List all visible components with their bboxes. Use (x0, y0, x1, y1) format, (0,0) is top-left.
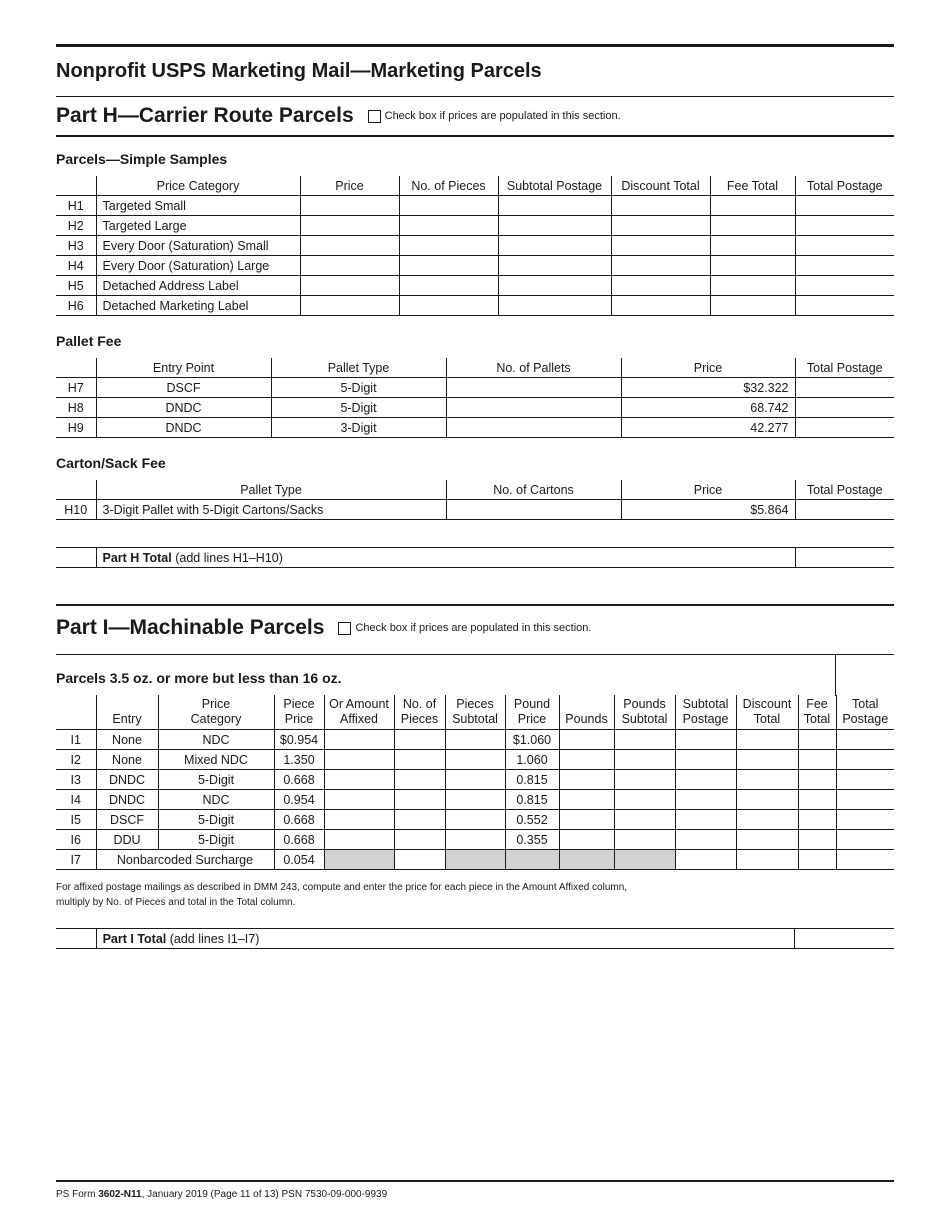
table-row (56, 810, 894, 830)
pallet-fee-title: Pallet Fee (56, 333, 122, 349)
discount-cell[interactable] (736, 850, 798, 870)
part-i-checkbox-label: Check box if prices are populated in this section. (355, 622, 592, 634)
subtotal-cell[interactable] (498, 236, 611, 256)
price-cell[interactable] (300, 256, 399, 276)
piece-price: $0.954 (274, 730, 324, 750)
total-cell[interactable] (795, 196, 894, 216)
pound-price: 0.552 (505, 810, 559, 830)
header-total-postage: Total Postage (795, 358, 894, 378)
total-cell[interactable] (795, 398, 894, 418)
total-cell[interactable] (836, 830, 894, 850)
part-i-total-label (96, 929, 795, 949)
footer-prefix: PS Form (56, 1189, 99, 1200)
line-number: H8 (56, 398, 96, 418)
total-label-bold: Part I Total (102, 931, 167, 946)
line-number: I6 (56, 830, 96, 850)
pallets-cell[interactable] (446, 418, 621, 438)
pound-price: $1.060 (505, 730, 559, 750)
line-number: I1 (56, 730, 96, 750)
header-pallet-type: Pallet Type (96, 480, 446, 500)
price-cell[interactable] (300, 216, 399, 236)
note-line: For affixed postage mailings as described in DMM 243, compute and enter the price for each piece in the Amount Affixed column, (56, 882, 628, 893)
fee-cell[interactable] (710, 296, 795, 316)
price-cell[interactable] (300, 236, 399, 256)
amount-affixed-cell[interactable] (324, 730, 394, 750)
discount-cell[interactable] (611, 196, 710, 216)
header-no-pallets: No. of Pallets (446, 358, 621, 378)
part-h-header (56, 104, 621, 128)
price-value: 42.277 (621, 418, 795, 438)
header-text: Price (201, 697, 231, 711)
header-text: Postage (842, 712, 889, 726)
pieces-cell[interactable] (399, 216, 498, 236)
subtotal-postage-cell[interactable] (675, 750, 736, 770)
header-text: Pieces (456, 697, 494, 711)
pounds-cell[interactable] (559, 830, 614, 850)
pallet-type: 5-Digit (271, 398, 446, 418)
entry: DNDC (96, 770, 158, 790)
entry-point: DNDC (96, 398, 271, 418)
discount-cell[interactable] (736, 830, 798, 850)
bottom-rule (56, 1180, 894, 1182)
header-text: Or Amount (329, 697, 389, 711)
price-category: Every Door (Saturation) Large (96, 256, 300, 276)
table-row (56, 418, 894, 438)
subtotal-postage-cell[interactable] (675, 810, 736, 830)
pounds-subtotal-cell[interactable] (614, 770, 675, 790)
header-amount-affixed (324, 695, 394, 730)
entry-point: DSCF (96, 378, 271, 398)
price-category: Detached Marketing Label (96, 296, 300, 316)
header-pounds-subtotal (614, 695, 675, 730)
machinable-parcels-table (56, 695, 894, 870)
pieces-cell[interactable] (399, 296, 498, 316)
subtotal-postage-cell[interactable] (675, 790, 736, 810)
header-no-pieces (394, 695, 445, 730)
discount-cell[interactable] (611, 236, 710, 256)
entry: None (96, 730, 158, 750)
discount-cell[interactable] (611, 216, 710, 236)
amount-affixed-cell[interactable] (324, 810, 394, 830)
total-cell[interactable] (795, 216, 894, 236)
column-divider (835, 654, 836, 696)
price-category: 5-Digit (158, 770, 274, 790)
top-rule (56, 44, 894, 47)
header-price: Price (621, 480, 795, 500)
discount-cell[interactable] (611, 296, 710, 316)
pound-price: 0.815 (505, 770, 559, 790)
discount-cell[interactable] (736, 750, 798, 770)
part-h-checkbox-label: Check box if prices are populated in this section. (384, 110, 621, 122)
line-number: I4 (56, 790, 96, 810)
shaded-cell (559, 850, 614, 870)
entry: DSCF (96, 810, 158, 830)
header-blank (56, 695, 96, 730)
carton-fee-table (56, 480, 894, 520)
header-text: Affixed (340, 712, 378, 726)
pieces-cell[interactable] (399, 196, 498, 216)
pieces-cell[interactable] (399, 276, 498, 296)
subtotal-cell[interactable] (498, 216, 611, 236)
pallet-type: 5-Digit (271, 378, 446, 398)
line-number: H5 (56, 276, 96, 296)
pieces-cell[interactable] (399, 236, 498, 256)
table-row (56, 398, 894, 418)
part-h-total-label (96, 548, 795, 568)
total-cell[interactable] (795, 296, 894, 316)
total-cell[interactable] (795, 256, 894, 276)
total-label-bold: Part H Total (102, 550, 172, 565)
pieces-subtotal-cell[interactable] (445, 750, 505, 770)
table-row (56, 790, 894, 810)
part-h-checkbox[interactable] (368, 110, 381, 123)
discount-cell[interactable] (736, 790, 798, 810)
part-i-total-cell[interactable] (795, 929, 894, 949)
pound-price: 1.060 (505, 750, 559, 770)
total-cell[interactable] (836, 790, 894, 810)
subtotal-postage-cell[interactable] (675, 730, 736, 750)
fee-cell[interactable] (798, 750, 836, 770)
table-row (56, 500, 894, 520)
amount-affixed-cell[interactable] (324, 770, 394, 790)
price-category: 5-Digit (158, 830, 274, 850)
header-text: Pound (513, 697, 551, 711)
piece-price: 0.668 (274, 830, 324, 850)
fee-cell[interactable] (710, 276, 795, 296)
header-subtotal-postage: Subtotal Postage (498, 176, 611, 196)
divider (56, 96, 894, 97)
pieces-cell[interactable] (394, 830, 445, 850)
cartons-cell[interactable] (446, 500, 621, 520)
line-number: H9 (56, 418, 96, 438)
total-cell[interactable] (795, 378, 894, 398)
pounds-subtotal-cell[interactable] (614, 790, 675, 810)
fee-cell[interactable] (798, 770, 836, 790)
shaded-cell (614, 850, 675, 870)
price-category: Every Door (Saturation) Small (96, 236, 300, 256)
line-number: H6 (56, 296, 96, 316)
header-total-postage (836, 695, 894, 730)
total-cell[interactable] (836, 810, 894, 830)
header-fee-total (798, 695, 836, 730)
shaded-cell (445, 850, 505, 870)
total-cell[interactable] (836, 770, 894, 790)
subtotal-cell[interactable] (498, 256, 611, 276)
price-category: Targeted Large (96, 216, 300, 236)
header-blank (56, 480, 96, 500)
piece-price: 0.954 (274, 790, 324, 810)
pallets-cell[interactable] (446, 378, 621, 398)
fee-cell[interactable] (798, 850, 836, 870)
price-category: Targeted Small (96, 196, 300, 216)
simple-samples-title: Parcels—Simple Samples (56, 151, 228, 167)
table-row (56, 236, 894, 256)
discount-cell[interactable] (611, 276, 710, 296)
fee-cell[interactable] (710, 216, 795, 236)
total-cell[interactable] (795, 276, 894, 296)
header-text: Fee (806, 697, 828, 711)
line-number: I3 (56, 770, 96, 790)
header-text: Subtotal (621, 712, 668, 726)
form-footer (56, 1189, 387, 1200)
pounds-cell[interactable] (559, 790, 614, 810)
header-text: Subtotal (682, 697, 729, 711)
table-row (56, 750, 894, 770)
price-category: NDC (158, 790, 274, 810)
line-number: I7 (56, 850, 96, 870)
entry: DDU (96, 830, 158, 850)
header-entry-text: Entry (112, 712, 142, 726)
pounds-cell[interactable] (559, 810, 614, 830)
header-pallet-type: Pallet Type (271, 358, 446, 378)
total-label-note: (add lines I1–I7) (166, 931, 260, 946)
part-h-title: Part H—Carrier Route Parcels (56, 104, 354, 127)
pallet-fee-table (56, 358, 894, 438)
header-pounds (559, 695, 614, 730)
subtotal-postage-cell[interactable] (675, 830, 736, 850)
note-line: multiply by No. of Pieces and total in the Total column. (56, 897, 296, 908)
header-subtotal-postage (675, 695, 736, 730)
table-row (56, 548, 894, 568)
blank-cell (56, 929, 96, 949)
pieces-subtotal-cell[interactable] (445, 810, 505, 830)
pieces-cell[interactable] (394, 770, 445, 790)
parcels-section-title: Parcels 3.5 oz. or more but less than 16 oz. (56, 670, 342, 686)
header-text: Pounds (565, 712, 608, 726)
total-cell[interactable] (795, 236, 894, 256)
fee-cell[interactable] (798, 810, 836, 830)
amount-affixed-cell[interactable] (324, 830, 394, 850)
piece-price: 1.350 (274, 750, 324, 770)
header-fee-total: Fee Total (710, 176, 795, 196)
pieces-subtotal-cell[interactable] (445, 770, 505, 790)
header-text: No. of (402, 697, 437, 711)
table-row (56, 770, 894, 790)
discount-cell[interactable] (736, 770, 798, 790)
header-text: Total (852, 697, 879, 711)
pieces-cell[interactable] (394, 850, 445, 870)
divider (56, 135, 894, 137)
header-piece-price (274, 695, 324, 730)
fee-cell[interactable] (710, 256, 795, 276)
total-cell[interactable] (836, 750, 894, 770)
blank-cell (56, 548, 96, 568)
total-cell[interactable] (836, 850, 894, 870)
table-row (56, 730, 894, 750)
divider (56, 604, 894, 606)
subtotal-cell[interactable] (498, 196, 611, 216)
pieces-cell[interactable] (394, 810, 445, 830)
pallet-type: 3-Digit Pallet with 5-Digit Cartons/Sacks (96, 500, 446, 520)
piece-price: 0.668 (274, 770, 324, 790)
affixed-postage-note (56, 880, 627, 910)
pounds-subtotal-cell[interactable] (614, 750, 675, 770)
shaded-cell (505, 850, 559, 870)
header-discount-total: Discount Total (611, 176, 710, 196)
line-number: I5 (56, 810, 96, 830)
pounds-cell[interactable] (559, 770, 614, 790)
discount-cell[interactable] (736, 730, 798, 750)
subtotal-postage-cell[interactable] (675, 850, 736, 870)
line-number: H4 (56, 256, 96, 276)
total-cell[interactable] (836, 730, 894, 750)
price-value: $32.322 (621, 378, 795, 398)
price-category: 5-Digit (158, 810, 274, 830)
simple-samples-table (56, 176, 894, 316)
pounds-cell[interactable] (559, 730, 614, 750)
header-pieces-subtotal (445, 695, 505, 730)
line-number: I2 (56, 750, 96, 770)
header-text: Price (517, 712, 547, 726)
fee-cell[interactable] (710, 196, 795, 216)
divider (56, 654, 894, 655)
header-text: Piece (283, 697, 315, 711)
header-text: Pieces (400, 712, 439, 726)
total-cell[interactable] (795, 418, 894, 438)
table-row (56, 929, 894, 949)
price-category: NDC (158, 730, 274, 750)
header-price: Price (621, 358, 795, 378)
amount-affixed-cell[interactable] (324, 790, 394, 810)
pounds-subtotal-cell[interactable] (614, 730, 675, 750)
price-category: Mixed NDC (158, 750, 274, 770)
fee-cell[interactable] (710, 236, 795, 256)
header-text: Discount (742, 697, 792, 711)
pieces-cell[interactable] (399, 256, 498, 276)
table-row (56, 196, 894, 216)
shaded-cell (324, 850, 394, 870)
pieces-cell[interactable] (394, 730, 445, 750)
pallets-cell[interactable] (446, 398, 621, 418)
header-text: Subtotal (452, 712, 498, 726)
pounds-subtotal-cell[interactable] (614, 830, 675, 850)
fee-cell[interactable] (798, 830, 836, 850)
total-label-note: (add lines H1–H10) (171, 550, 283, 565)
header-text: Category (190, 712, 242, 726)
table-row (56, 378, 894, 398)
header-text: Total (753, 712, 781, 726)
header-blank (56, 358, 96, 378)
subtotal-postage-cell[interactable] (675, 770, 736, 790)
fee-cell[interactable] (798, 790, 836, 810)
table-row (56, 830, 894, 850)
pounds-cell[interactable] (559, 750, 614, 770)
header-blank (56, 176, 96, 196)
line-number: H10 (56, 500, 96, 520)
subtotal-cell[interactable] (498, 296, 611, 316)
pieces-cell[interactable] (394, 750, 445, 770)
entry-point: DNDC (96, 418, 271, 438)
header-discount-total (736, 695, 798, 730)
carton-fee-title: Carton/Sack Fee (56, 455, 166, 471)
header-price-category: Price Category (96, 176, 300, 196)
price-cell[interactable] (300, 296, 399, 316)
entry: DNDC (96, 790, 158, 810)
pound-price: 0.355 (505, 830, 559, 850)
part-h-total-cell[interactable] (795, 548, 894, 568)
part-i-total-table (56, 928, 894, 949)
entry: None (96, 750, 158, 770)
fee-cell[interactable] (798, 730, 836, 750)
price-cell[interactable] (300, 276, 399, 296)
surcharge-label: Nonbarcoded Surcharge (96, 850, 274, 870)
piece-price: 0.054 (274, 850, 324, 870)
part-i-header (56, 616, 591, 640)
pallet-type: 3-Digit (271, 418, 446, 438)
price-value: 68.742 (621, 398, 795, 418)
table-row (56, 216, 894, 236)
line-number: H3 (56, 236, 96, 256)
piece-price: 0.668 (274, 810, 324, 830)
table-row (56, 296, 894, 316)
header-text: Pounds (623, 697, 666, 711)
footer-form-number: 3602-N11 (98, 1189, 142, 1200)
header-text: Postage (682, 712, 729, 726)
header-no-pieces: No. of Pieces (399, 176, 498, 196)
part-i-title: Part I—Machinable Parcels (56, 616, 325, 639)
part-i-checkbox[interactable] (338, 622, 351, 635)
part-h-total-table (56, 547, 894, 568)
header-pound-price (505, 695, 559, 730)
header-entry-point: Entry Point (96, 358, 271, 378)
total-cell[interactable] (795, 500, 894, 520)
header-text: Total (803, 712, 831, 726)
form-title: Nonprofit USPS Marketing Mail—Marketing Parcels (56, 60, 542, 82)
pound-price: 0.815 (505, 790, 559, 810)
price-cell[interactable] (300, 196, 399, 216)
discount-cell[interactable] (611, 256, 710, 276)
discount-cell[interactable] (736, 810, 798, 830)
table-row (56, 850, 894, 870)
header-text: Price (284, 712, 314, 726)
subtotal-cell[interactable] (498, 276, 611, 296)
pounds-subtotal-cell[interactable] (614, 810, 675, 830)
footer-suffix: , January 2019 (Page 11 of 13) PSN 7530-09-000-9939 (141, 1189, 388, 1200)
pieces-subtotal-cell[interactable] (445, 830, 505, 850)
line-number: H1 (56, 196, 96, 216)
price-category: Detached Address Label (96, 276, 300, 296)
header-total-postage: Total Postage (795, 480, 894, 500)
header-no-cartons: No. of Cartons (446, 480, 621, 500)
pieces-cell[interactable] (394, 790, 445, 810)
line-number: H2 (56, 216, 96, 236)
table-row (56, 276, 894, 296)
pieces-subtotal-cell[interactable] (445, 790, 505, 810)
price-value: $5.864 (621, 500, 795, 520)
amount-affixed-cell[interactable] (324, 750, 394, 770)
table-row (56, 256, 894, 276)
pieces-subtotal-cell[interactable] (445, 730, 505, 750)
header-entry (96, 695, 158, 730)
line-number: H7 (56, 378, 96, 398)
header-total-postage: Total Postage (795, 176, 894, 196)
header-price-category (158, 695, 274, 730)
header-price: Price (300, 176, 399, 196)
